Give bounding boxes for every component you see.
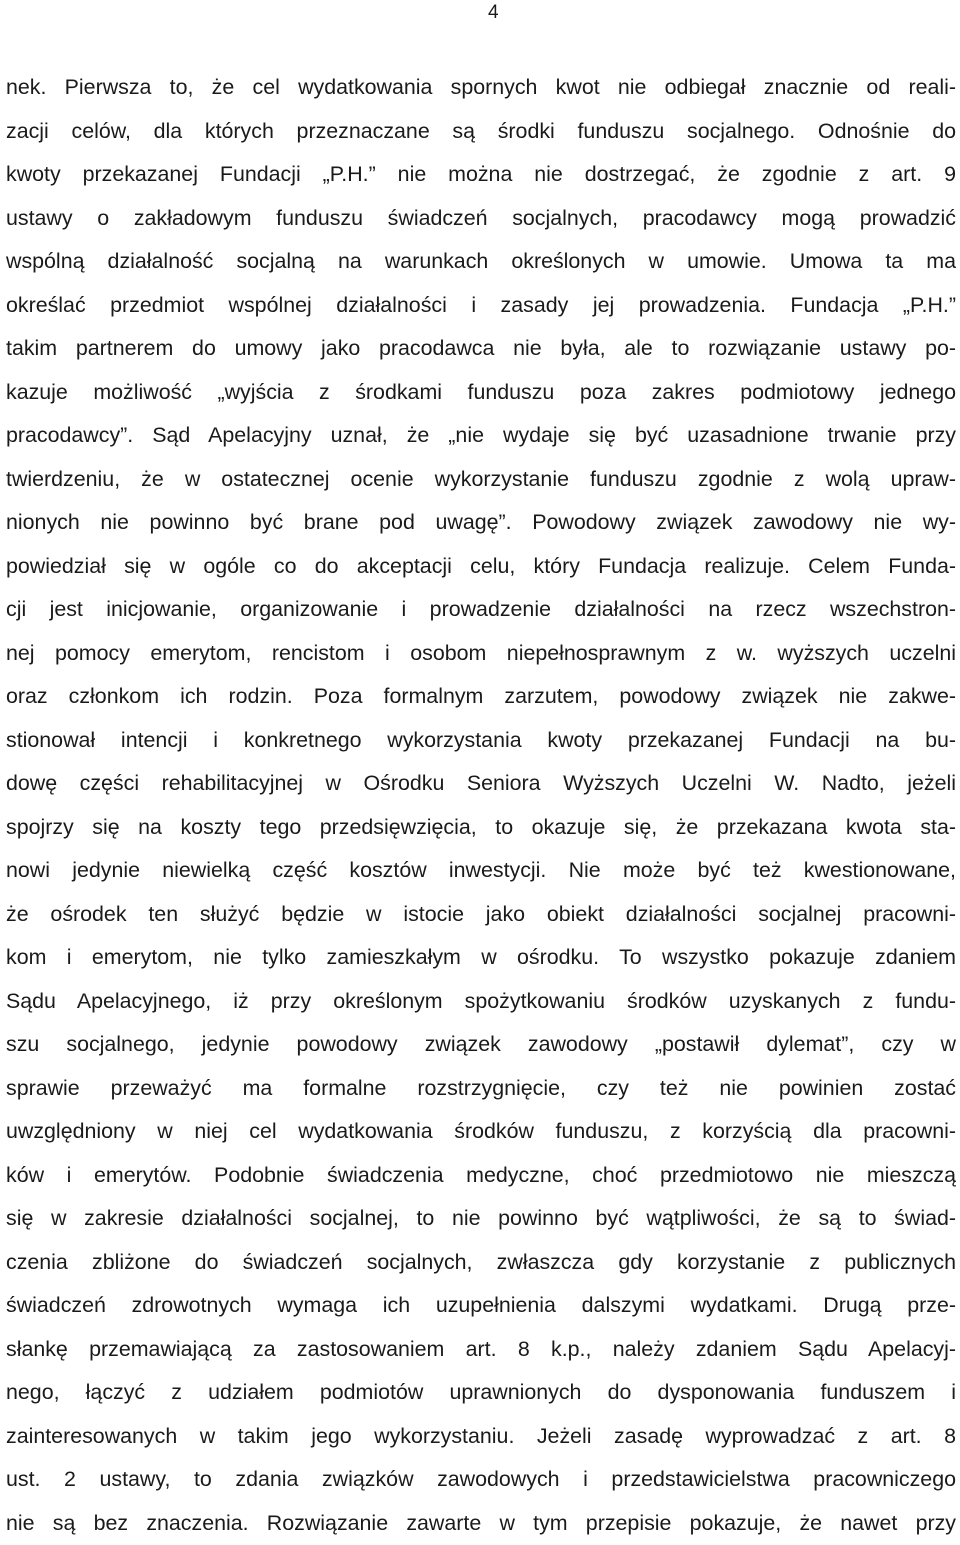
- text-line: dowę części rehabilitacyjnej w Ośrodku Seniora Wyższych Uczelni W. Nadto, jeżeli: [6, 762, 956, 806]
- text-line: nionych nie powinno być brane pod uwagę”. Powodowy związek zawodowy nie wy-: [6, 501, 956, 545]
- document-body: [6, 66, 956, 1545]
- text-line: wspólną działalność socjalną na warunkach określonych w umowie. Umowa ta ma: [6, 240, 956, 284]
- text-line: zacji celów, dla których przeznaczane są środki funduszu socjalnego. Odnośnie do: [6, 110, 956, 154]
- text-line: Sądu Apelacyjnego, iż przy określonym spożytkowaniu środków uzyskanych z fundu-: [6, 980, 956, 1024]
- text-line: stionował intencji i konkretnego wykorzystania kwoty przekazanej Fundacji na bu-: [6, 719, 956, 763]
- page-number: 4: [488, 2, 499, 24]
- text-line: ków i emerytów. Podobnie świadczenia medyczne, choć przedmiotowo nie mieszczą: [6, 1154, 956, 1198]
- text-line: oraz członkom ich rodzin. Poza formalnym zarzutem, powodowy związek nie zakwe-: [6, 675, 956, 719]
- text-line: pracodawcy”. Sąd Apelacyjny uznał, że „nie wydaje się być uzasadnione trwanie przy: [6, 414, 956, 458]
- text-line: kom i emerytom, nie tylko zamieszkałym w ośrodku. To wszystko pokazuje zdaniem: [6, 936, 956, 980]
- text-line: nek. Pierwsza to, że cel wydatkowania spornych kwot nie odbiegał znacznie od reali-: [6, 66, 956, 110]
- text-line: powiedział się w ogóle co do akceptacji celu, który Fundacja realizuje. Celem Funda-: [6, 545, 956, 589]
- text-line: szu socjalnego, jedynie powodowy związek zawodowy „postawił dylemat”, czy w: [6, 1023, 956, 1067]
- text-line: czenia zbliżone do świadczeń socjalnych, zwłaszcza gdy korzystanie z publicznych: [6, 1241, 956, 1285]
- text-line: kwoty przekazanej Fundacji „P.H.” nie można nie dostrzegać, że zgodnie z art. 9: [6, 153, 956, 197]
- text-line: uwzględniony w niej cel wydatkowania środków funduszu, z korzyścią dla pracowni-: [6, 1110, 956, 1154]
- text-line: słankę przemawiającą za zastosowaniem art. 8 k.p., należy zdaniem Sądu Apelacyj-: [6, 1328, 956, 1372]
- text-line: się w zakresie działalności socjalnej, to nie powinno być wątpliwości, że są to świad-: [6, 1197, 956, 1241]
- text-line: nowi jedynie niewielką część kosztów inwestycji. Nie może być też kwestionowane,: [6, 849, 956, 893]
- text-line: zainteresowanych w takim jego wykorzystaniu. Jeżeli zasadę wyprowadzać z art. 8: [6, 1415, 956, 1459]
- text-line: nego, łączyć z udziałem podmiotów uprawnionych do dysponowania funduszem i: [6, 1371, 956, 1415]
- text-line: ustawy o zakładowym funduszu świadczeń socjalnych, pracodawcy mogą prowadzić: [6, 197, 956, 241]
- text-line: określać przedmiot wspólnej działalności i zasady jej prowadzenia. Fundacja „P.H.”: [6, 284, 956, 328]
- text-line: twierdzeniu, że w ostatecznej ocenie wykorzystanie funduszu zgodnie z wolą upraw-: [6, 458, 956, 502]
- text-line: ust. 2 ustawy, to zdania związków zawodowych i przedstawicielstwa pracowniczego: [6, 1458, 956, 1502]
- text-line: spojrzy się na koszty tego przedsięwzięcia, to okazuje się, że przekazana kwota sta-: [6, 806, 956, 850]
- text-line: świadczeń zdrowotnych wymaga ich uzupełnienia dalszymi wydatkami. Drugą prze-: [6, 1284, 956, 1328]
- text-line: nie są bez znaczenia. Rozwiązanie zawarte w tym przepisie pokazuje, że nawet przy: [6, 1502, 956, 1545]
- text-line: że ośrodek ten służyć będzie w istocie jako obiekt działalności socjalnej pracowni-: [6, 893, 956, 937]
- text-line: takim partnerem do umowy jako pracodawca nie była, ale to rozwiązanie ustawy po-: [6, 327, 956, 371]
- text-line: sprawie przeważyć ma formalne rozstrzygnięcie, czy też nie powinien zostać: [6, 1067, 956, 1111]
- text-line: kazuje możliwość „wyjścia z środkami funduszu poza zakres podmiotowy jednego: [6, 371, 956, 415]
- text-line: cji jest inicjowanie, organizowanie i prowadzenie działalności na rzecz wszechstron-: [6, 588, 956, 632]
- text-line: nej pomocy emerytom, rencistom i osobom niepełnosprawnym z w. wyższych uczelni: [6, 632, 956, 676]
